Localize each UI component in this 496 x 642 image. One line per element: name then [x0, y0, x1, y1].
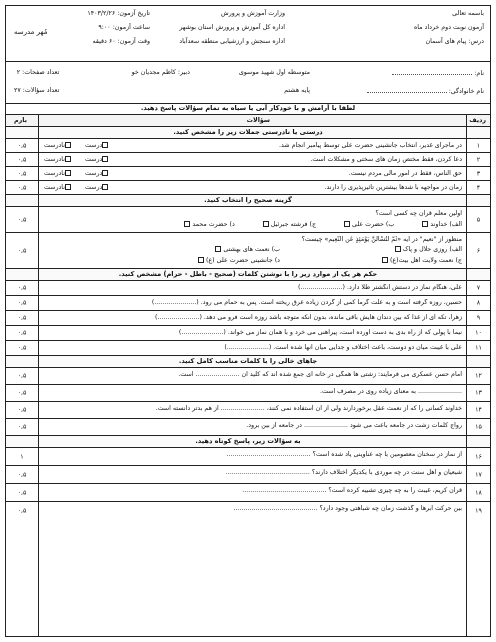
- checkbox[interactable]: [263, 221, 269, 227]
- header-text: آزمون نوبت دوم خرداد ماه: [413, 24, 484, 31]
- header-text: ساعت آزمون: ۹:۰۰: [98, 24, 150, 31]
- checkbox[interactable]: [102, 184, 108, 190]
- column-divider: [38, 115, 39, 636]
- question-text: از نماز در سخنان معصومین با چه عناوینی یاد شده است؟ ..........................................: [226, 451, 462, 458]
- table-row: [6, 233, 490, 269]
- table-row: [6, 153, 490, 167]
- section-short-answer: به سؤالات زیر، پاسخ کوتاه دهید.: [6, 436, 490, 448]
- mc-options: [44, 246, 462, 253]
- teacher: دبیر: کاظم مجدیان خو: [131, 69, 190, 76]
- name-field[interactable]: [392, 69, 472, 75]
- question-text: منظور از "نعیم" در آیه «ثُمَّ لَتُسْأَلُنَّ يَوْمَئِذٍ عَنِ النَّعِيمِ» چیست؟: [301, 236, 462, 243]
- option-true: درست: [84, 156, 103, 163]
- option-d: د) حضرت محمد: [192, 221, 235, 228]
- school-name: متوسطه اول شهید موسوی: [238, 69, 310, 76]
- option-d: د) جانشینی حضرت علی (ع): [205, 257, 280, 264]
- question-text: در ماجرای غدیر، انتخاب جانشینی حضرت علی توسط پیامبر انجام شد.: [279, 142, 462, 149]
- header-text: تاریخ آزمون: ۱۴۰۳/۲/۲۶: [87, 10, 150, 17]
- table-row: [6, 326, 490, 341]
- score: ۰,۵: [17, 372, 27, 380]
- table-row: [6, 296, 490, 311]
- question-text: امام حسن عسکری می فرمایند: زشتی ها همگی در خانه ای جمع شده اند که کلید آن ...................... است.: [178, 371, 462, 378]
- table-row: [6, 281, 490, 296]
- table-row: [6, 368, 490, 385]
- mc-options: [44, 257, 462, 264]
- score: ۰,۵: [17, 314, 27, 322]
- option-a: الف) روزی حلال و پاک: [402, 246, 462, 253]
- header-text: باسمه تعالی: [452, 10, 484, 17]
- question-number: ۱۵: [475, 423, 482, 431]
- score: ۰,۵: [17, 169, 27, 177]
- question-number: ۶: [476, 246, 481, 254]
- checkbox[interactable]: [102, 156, 108, 162]
- mc-options: [44, 221, 462, 228]
- table-row: [6, 419, 490, 436]
- question-number: ۱۲: [475, 372, 482, 380]
- score: ۰,۵: [17, 344, 27, 352]
- exam-header: [6, 6, 490, 62]
- option-a: الف) خداوند: [430, 221, 462, 228]
- score: ۰,۵: [17, 507, 27, 515]
- option-true: درست: [84, 170, 103, 177]
- table-row: [6, 181, 490, 195]
- question-number: ۴: [476, 183, 481, 191]
- header-text: وزارت آموزش و پرورش: [221, 10, 285, 17]
- family-label: نام خانوادگی:: [448, 88, 484, 95]
- section-fill-in: جاهای خالی را با کلمات مناسب کامل کنید.: [6, 356, 490, 368]
- section-multiple-choice: گزینه صحیح را انتخاب کنید.: [6, 195, 490, 207]
- option-false: نادرست: [44, 156, 65, 163]
- score: ۰,۵: [17, 488, 27, 496]
- question-number: ۳: [476, 169, 481, 177]
- question-text: ...................... به معنای زیاده روی در مصرف است.: [319, 388, 462, 395]
- grade: پایه هشتم: [284, 87, 310, 94]
- option-b: ب) حضرت علی: [352, 221, 395, 228]
- question-number: ۱۷: [475, 470, 482, 478]
- table-row: [6, 402, 490, 419]
- question-number: ۵: [476, 215, 481, 223]
- checkbox[interactable]: [422, 221, 428, 227]
- option-true: درست: [84, 184, 103, 191]
- question-number: ۱۴: [475, 406, 482, 414]
- header-col-2: [179, 10, 285, 52]
- score: ۰,۵: [17, 215, 27, 223]
- checkbox[interactable]: [344, 221, 350, 227]
- section-rulings: حکم هر یک از موارد زیر را با نوشتن کلمات (صحیح - باطل - حرام) مشخص کنید.: [6, 269, 490, 281]
- question-text: علی، هنگام نماز در دستش انگشتر طلا دارد. (.....................): [298, 284, 462, 291]
- question-text: خداوند کسانی را که از نعمت عقل برخوردارند ولی از آن استفاده نمی کنند، ...................... از هم بدتر دانسته است.: [155, 405, 462, 412]
- question-text: دعا کردن، فقط مختص زمان های سختی و مشکلات است.: [310, 156, 462, 163]
- question-number: ۸: [476, 299, 481, 307]
- question-text: نیما با پولی که از راه بدی به دست آورده است، پیراهنی می خرد و با همان نماز می خواند. (.....................): [178, 329, 462, 336]
- question-text: زهرا، تکه ای از غذا که بین دندان هایش باقی مانده، بدون آنکه متوجه باشد روزه است فرو می دهد. (.....................): [154, 314, 462, 321]
- checkbox[interactable]: [184, 221, 190, 227]
- family-field[interactable]: [367, 87, 447, 93]
- question-text: زمان در مواجهه با شدها بیشترین تأثیرپذیری را دارند.: [324, 184, 462, 191]
- question-number: ۱۶: [475, 452, 482, 460]
- checkbox[interactable]: [215, 246, 221, 252]
- info-col-3: [132, 65, 190, 83]
- header-text: اداره کل آموزش و پرورش استان بوشهر: [179, 24, 285, 31]
- exam-sheet: [5, 5, 491, 637]
- table-row: [6, 484, 490, 502]
- header-text: اداره سنجش و ارزشیابی منطقه سعدآباد: [179, 38, 285, 45]
- checkbox[interactable]: [65, 156, 71, 162]
- score: ۰,۵: [17, 470, 27, 478]
- table-row: [6, 466, 490, 484]
- instruction-note: لطفا با آرامش و با خودکار آبی یا سیاه به تمام سؤالات پاسخ دهید.: [6, 104, 490, 115]
- option-true: درست: [84, 142, 103, 149]
- score: ۰,۵: [17, 423, 27, 431]
- score: ۰,۵: [17, 141, 27, 149]
- school-stamp-label: مُهر مدرسه: [14, 28, 48, 36]
- section-true-false: درستی یا نادرستی جملات زیر را مشخص کنید.: [6, 127, 490, 139]
- question-count: تعداد سؤالات: ۲۷: [14, 87, 60, 94]
- question-text: شیعیان و اهل سنت در چه موردی با یکدیگر اختلاف دارند؟ ..........................................: [225, 469, 462, 476]
- table-row: [6, 207, 490, 233]
- question-number: ۹: [476, 314, 481, 322]
- option-c: ج) فرشته جبرئیل: [270, 221, 317, 228]
- header-text: درس: پیام های آسمان: [425, 38, 484, 45]
- table-row: [6, 385, 490, 402]
- checkbox[interactable]: [65, 142, 71, 148]
- score: ۰,۵: [17, 155, 27, 163]
- info-col-2: [239, 65, 310, 101]
- question-number: ۷: [476, 284, 481, 292]
- option-false: نادرست: [44, 184, 65, 191]
- name-label: نام:: [474, 70, 484, 77]
- header-col-3: [87, 10, 150, 52]
- question-text: علی با غیبت میان دو دوست، باعث اختلاف و جدایی میان آنها شده است. (.....................): [224, 344, 462, 351]
- table-header: [6, 115, 490, 127]
- score: ۰,۵: [17, 246, 27, 254]
- checkbox[interactable]: [395, 246, 401, 252]
- score: ۰,۵: [17, 299, 27, 307]
- question-number: ۱۳: [475, 389, 482, 397]
- student-info: [6, 62, 490, 104]
- tf-options: [44, 156, 122, 163]
- table-row: [6, 311, 490, 326]
- table-row: [6, 341, 490, 356]
- info-col-1: [367, 65, 484, 101]
- tf-options: [44, 142, 122, 149]
- question-number: ۱۱: [475, 344, 482, 352]
- option-false: نادرست: [44, 142, 65, 149]
- question-number: ۱: [476, 141, 481, 149]
- score: ۱: [20, 452, 24, 460]
- question-text: رواج کلمات زشت در جامعه باعث می شود ...................... در جامعه از بین برود.: [246, 422, 462, 429]
- column-divider: [466, 115, 467, 636]
- table-row: [6, 139, 490, 153]
- question-text: حسین، روزه گرفته است و به علت گرما کمی از گردن زیاده عرق ریخته است. پس به حمام می رود. (.....................): [151, 299, 462, 306]
- table-row: [6, 502, 490, 520]
- page-count: تعداد صفحات: ۲: [16, 69, 60, 76]
- table-row: [6, 167, 490, 181]
- checkbox[interactable]: [102, 142, 108, 148]
- checkbox[interactable]: [382, 257, 388, 263]
- option-c: ج) نعمت ولایت اهل بیت(ع): [389, 257, 462, 264]
- question-number: ۱۸: [475, 488, 482, 496]
- score: ۰,۵: [17, 329, 27, 337]
- header-text: وقت آزمون: ۶۰ دقیقه: [92, 38, 150, 45]
- col-num-header: ردیف: [469, 117, 486, 124]
- question-text: حق الناس، فقط در امور مالی مردم نیست.: [348, 170, 462, 177]
- info-col-4: [14, 65, 59, 101]
- header-col-1: [414, 10, 484, 52]
- tf-options: [44, 184, 122, 191]
- checkbox[interactable]: [198, 257, 204, 263]
- col-question-header: سؤالات: [246, 117, 270, 124]
- tf-options: [44, 170, 122, 177]
- option-false: نادرست: [44, 170, 65, 177]
- question-number: ۲: [476, 155, 481, 163]
- option-b: ب) نعمت های بهشتی: [223, 246, 280, 253]
- score: ۰,۵: [17, 406, 27, 414]
- question-number: ۱۹: [475, 507, 482, 515]
- checkbox[interactable]: [65, 184, 71, 190]
- col-score-header: بارم: [14, 117, 27, 124]
- checkbox[interactable]: [102, 170, 108, 176]
- checkbox[interactable]: [65, 170, 71, 176]
- question-text: اولین معلم قرآن چه کسی است؟: [375, 210, 462, 217]
- question-text: قرآن کریم، غیبت را به چه چیزی تشبیه کرده است؟ ..........................................: [242, 487, 462, 494]
- question-text: بین حرکت ابرها و گذشت زمان چه شباهتی وجود دارد؟ ..........................................: [233, 505, 462, 512]
- table-row: [6, 448, 490, 466]
- score: ۰,۵: [17, 389, 27, 397]
- score: ۰,۵: [17, 284, 27, 292]
- score: ۰,۵: [17, 183, 27, 191]
- question-number: ۱۰: [475, 329, 482, 337]
